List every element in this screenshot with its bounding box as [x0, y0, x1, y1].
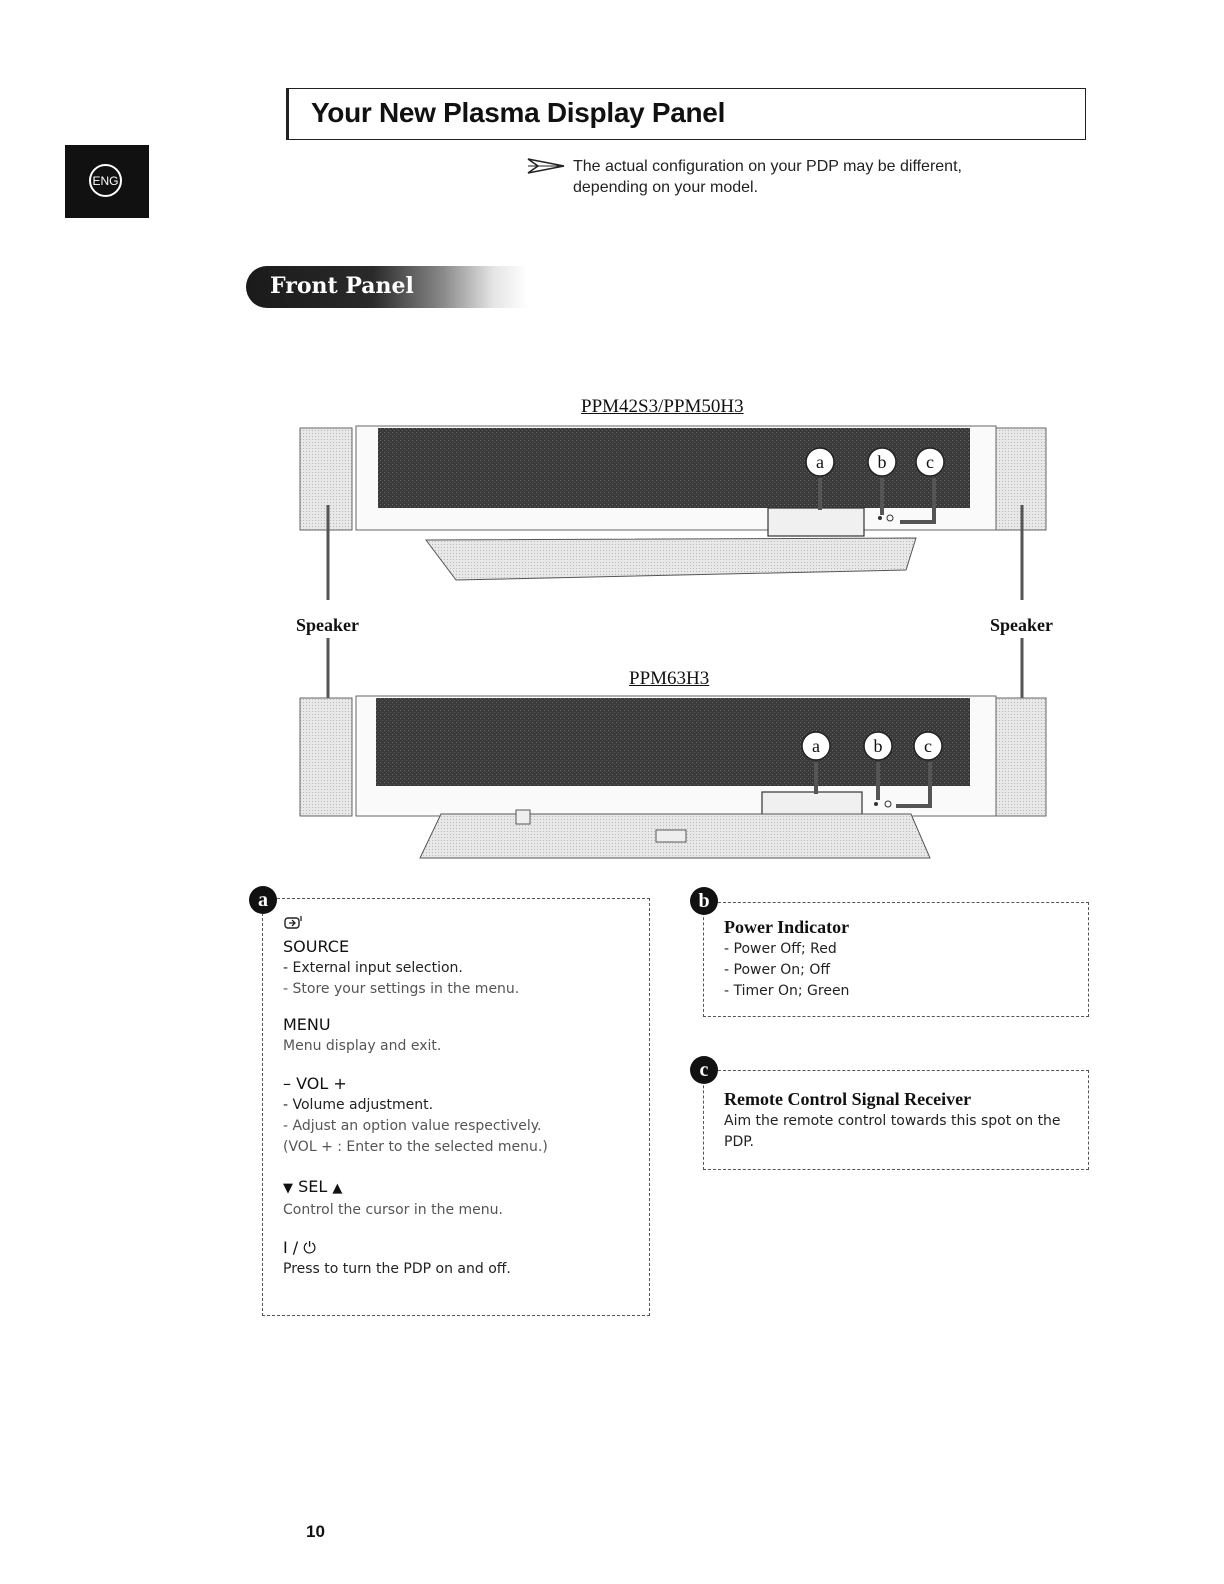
- speaker-label-left: Speaker: [296, 615, 359, 635]
- remote-receiver-line-1: Aim the remote control towards this spot on the: [724, 1113, 1061, 1129]
- vol-desc-3: (VOL + : Enter to the selected menu.): [283, 1139, 548, 1155]
- section-heading-pill: [246, 266, 528, 308]
- down-triangle-icon: ▼: [283, 1181, 293, 1196]
- page-title: Your New Plasma Display Panel: [311, 97, 726, 128]
- remote-receiver-line-2: PDP.: [724, 1134, 754, 1150]
- arrow-note-icon: [526, 156, 566, 176]
- note-text: [573, 156, 1033, 198]
- menu-desc-1: Menu display and exit.: [283, 1038, 442, 1054]
- power-indicator-line-1: - Power Off; Red: [724, 941, 837, 957]
- callout-c-label: c: [926, 452, 934, 472]
- note-line-1: The actual configuration on your PDP may be different,: [573, 158, 962, 175]
- power-indicator-line-3: - Timer On; Green: [724, 983, 850, 999]
- up-triangle-icon: ▲: [332, 1181, 343, 1196]
- vol-desc-1: - Volume adjustment.: [283, 1097, 434, 1113]
- power-indicator-title: Power Indicator: [724, 917, 850, 937]
- sel-desc-1: Control the cursor in the menu.: [283, 1202, 503, 1218]
- front-panel-diagram-1: [296, 420, 1056, 600]
- source-desc-1: - External input selection.: [283, 960, 463, 976]
- power-desc-1: Press to turn the PDP on and off.: [283, 1261, 511, 1277]
- remote-receiver-box: [703, 1070, 1089, 1170]
- menu-title: MENU: [283, 1015, 331, 1034]
- speaker-label-right: Speaker: [990, 615, 1053, 635]
- source-desc-2: - Store your settings in the menu.: [283, 981, 520, 997]
- model-label-2: PPM63H3: [629, 668, 710, 689]
- callout-b-label: b: [877, 452, 887, 472]
- controls-box-a: [262, 898, 650, 1316]
- marker-a: a: [249, 886, 277, 914]
- section-heading: Front Panel: [270, 273, 414, 299]
- power-title: I / ⏻: [283, 1238, 316, 1257]
- vol-title: – VOL +: [283, 1074, 347, 1093]
- note-line-2: depending on your model.: [573, 179, 759, 196]
- marker-c: c: [690, 1056, 718, 1084]
- sel-title: SEL: [298, 1177, 328, 1196]
- front-panel-diagram-2: [296, 638, 1056, 863]
- language-badge-label: ENG: [89, 164, 122, 197]
- vol-desc-2: - Adjust an option value respectively.: [283, 1118, 542, 1134]
- model-label-1: PPM42S3/PPM50H3: [581, 396, 744, 417]
- callout-a-label: a: [816, 452, 824, 472]
- sel-title-row: [283, 1176, 633, 1200]
- page-title-box: [286, 88, 1086, 140]
- marker-b: b: [690, 887, 718, 915]
- source-title: SOURCE: [283, 937, 350, 956]
- page-number: 10: [306, 1522, 325, 1541]
- power-indicator-box: [703, 902, 1089, 1017]
- callout-c-label-2: c: [924, 736, 932, 756]
- callout-a-label-2: a: [812, 736, 820, 756]
- remote-receiver-title: Remote Control Signal Receiver: [724, 1089, 972, 1109]
- power-indicator-line-2: - Power On; Off: [724, 962, 831, 978]
- source-input-icon: [283, 915, 305, 931]
- callout-b-label-2: b: [873, 736, 883, 756]
- language-badge: [65, 145, 149, 218]
